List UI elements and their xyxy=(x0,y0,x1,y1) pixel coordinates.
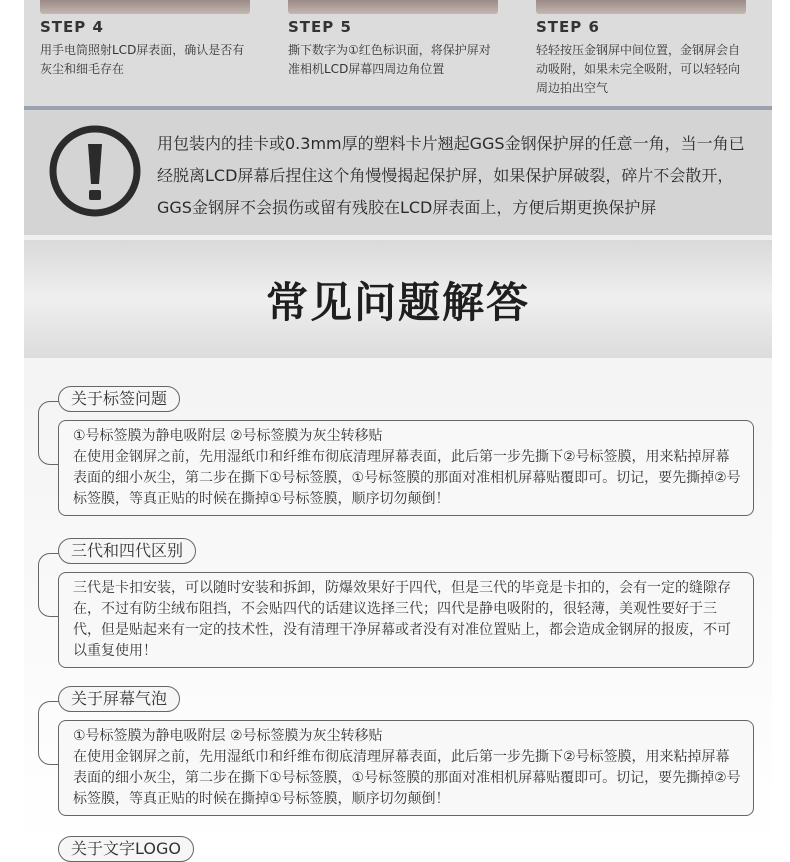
faq-header xyxy=(24,240,772,358)
product-detail-page xyxy=(24,0,772,858)
exclamation-icon xyxy=(48,124,142,218)
step-4-photo xyxy=(40,0,250,14)
faq-title: 常见问题解答 xyxy=(265,278,530,327)
warning-text: 用包装内的挂卡或0.3mm厚的塑料卡片翘起GGS金钢保护屏的任意一角，当一角已经脱离LCD屏幕后捏住这个角慢慢揭起保护屏，如果保护屏破裂，碎片不会散开，GGS金钢屏不会损伤或留有残胶在LCD屏表面上，方便后期更换保护屏 xyxy=(157,134,745,217)
step-6-photo xyxy=(536,0,746,14)
faq-bracket xyxy=(38,701,59,765)
step-5-desc: 撕下数字为①红色标识面，将保护屏对准相机LCD屏幕四周边角位置 xyxy=(288,43,491,76)
step-5-title: STEP 5 xyxy=(288,18,352,36)
faq-question: 关于文字LOGO xyxy=(58,836,194,862)
faq-bracket xyxy=(38,553,59,617)
step-6-desc: 轻轻按压金钢屏中间位置，金钢屏会自动吸附，如果未完全吸附，可以轻轻向周边拍出空气 xyxy=(536,43,741,95)
faq-question: 三代和四代区别 xyxy=(58,538,196,564)
faq-question: 关于标签问题 xyxy=(58,386,180,412)
faq-answer: ①号标签膜为静电吸附层 ②号标签膜为灰尘转移贴 在使用金钢屏之前，先用湿纸巾和纤维布彻底清理屏幕表面，此后第一步先撕下②号标签膜，用来粘掉屏幕表面的细小灰尘，第二步在撕下①号标签膜，①号标签膜的那面对准相机屏幕贴覆即可。切记，要先撕掉②号标签膜，等真正贴的时候在撕掉①号标签膜，顺序切勿颠倒！ xyxy=(58,420,754,516)
step-4-desc: 用手电筒照射LCD屏表面，确认是否有灰尘和细毛存在 xyxy=(40,43,245,76)
step-5-photo xyxy=(288,0,498,14)
steps-strip xyxy=(24,0,772,110)
faq-answer: ①号标签膜为静电吸附层 ②号标签膜为灰尘转移贴 在使用金钢屏之前，先用湿纸巾和纤维布彻底清理屏幕表面，此后第一步先撕下②号标签膜，用来粘掉屏幕表面的细小灰尘，第二步在撕下①号标签膜，①号标签膜的那面对准相机屏幕贴覆即可。切记，要先撕掉②号标签膜，等真正贴的时候在撕掉①号标签膜，顺序切勿颠倒！ xyxy=(58,720,754,816)
step-4-title: STEP 4 xyxy=(40,18,104,36)
step-6-title: STEP 6 xyxy=(536,18,600,36)
warning-box xyxy=(24,110,772,235)
faq-answer: 三代是卡扣安装，可以随时安装和拆卸，防爆效果好于四代，但是三代的毕竟是卡扣的，会有一定的缝隙存在，不过有防尘绒布阻挡，不会贴四代的话建议选择三代；四代是静电吸附的，很轻薄，美观性要好于三代，但是贴起来有一定的技术性，没有清理干净屏幕或者没有对准位置贴上，都会造成金钢屏的报废，不可以重复使用！ xyxy=(58,572,754,668)
faq-bracket xyxy=(38,401,59,465)
faq-question: 关于屏幕气泡 xyxy=(58,686,180,712)
